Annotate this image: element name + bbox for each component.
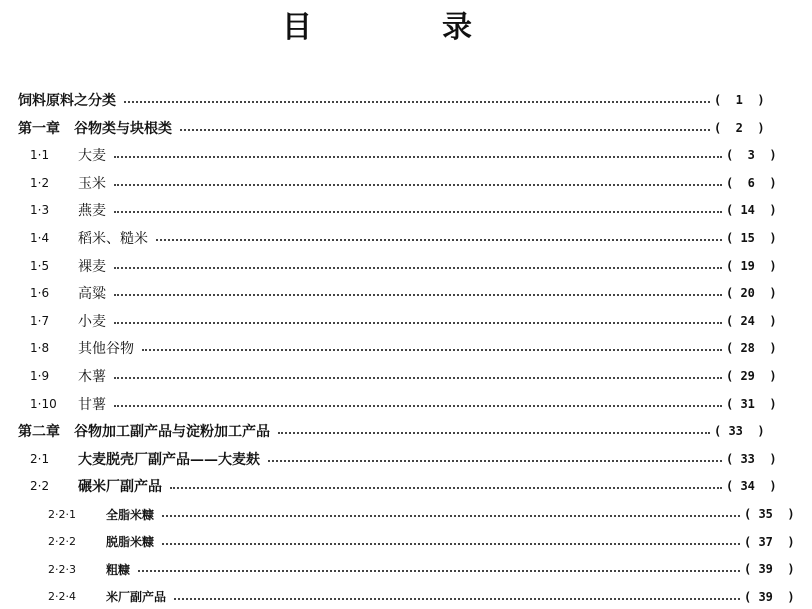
toc-entry xyxy=(0,143,794,167)
toc-entry-title: 木薯 xyxy=(78,369,106,385)
toc-entry-page: ( 28 ) xyxy=(726,341,777,356)
toc-entry xyxy=(0,585,812,609)
toc-entry-number: 1·9 xyxy=(30,369,50,383)
toc-entry-title: 谷物加工副产品与淀粉加工产品 xyxy=(74,424,270,441)
toc-entry xyxy=(0,474,794,498)
toc-entry-number: 2·2·1 xyxy=(48,507,76,521)
toc-entry xyxy=(0,116,782,140)
toc-entry-title: 谷物类与块根类 xyxy=(74,120,172,137)
dot-leader xyxy=(174,598,740,600)
toc-entry-page: ( 15 ) xyxy=(726,231,777,245)
toc-entry-page: ( 37 ) xyxy=(744,534,795,549)
toc-entry-page: ( 29 ) xyxy=(726,369,777,383)
dot-leader xyxy=(114,294,722,296)
toc-entry-number: 第一章 xyxy=(18,120,60,137)
toc-entry-page: ( 34 ) xyxy=(726,479,777,494)
toc-entry xyxy=(0,392,794,416)
toc-entry xyxy=(0,557,812,581)
toc-entry-title: 燕麦 xyxy=(78,203,106,220)
dot-leader xyxy=(268,460,722,462)
toc-entry-number: 2·2 xyxy=(30,479,50,494)
toc-entry xyxy=(0,336,794,360)
toc-entry-number: 2·2·4 xyxy=(48,590,76,604)
toc-entry-page: ( 19 ) xyxy=(726,258,777,273)
toc-entry xyxy=(0,198,794,222)
toc-entry-number: 2·1 xyxy=(30,451,50,466)
toc-entry xyxy=(0,502,812,526)
toc-entry xyxy=(0,171,794,195)
toc-entry xyxy=(0,309,794,333)
toc-entry-page: ( 35 ) xyxy=(744,507,795,521)
dot-leader xyxy=(114,322,722,324)
toc-entry-title: 碾米厂副产品 xyxy=(78,479,162,496)
dot-leader xyxy=(142,349,722,351)
toc-entry xyxy=(0,281,794,305)
toc-entry-title: 粗糠 xyxy=(106,562,131,577)
toc-entry-title: 稻米、糙米 xyxy=(78,231,148,247)
toc-entry-number: 1·6 xyxy=(30,286,50,301)
dot-leader xyxy=(278,432,710,434)
toc-entry-title: 玉米 xyxy=(78,175,106,192)
toc-entry-page: ( 14 ) xyxy=(726,203,777,218)
toc-entry xyxy=(0,447,794,471)
dot-leader xyxy=(114,211,722,213)
toc-entry-page: ( 3 ) xyxy=(726,148,777,163)
toc-entry-page: ( 33 ) xyxy=(714,424,765,439)
toc-entry-title: 大麦脱壳厂副产品——大麦麸 xyxy=(78,451,260,468)
dot-leader xyxy=(138,570,740,572)
toc-entry-page: ( 33 ) xyxy=(726,451,777,466)
toc-entry-title: 甘薯 xyxy=(78,396,106,413)
toc-entry-number: 1·10 xyxy=(30,396,57,411)
toc-entry-number: 1·5 xyxy=(30,258,50,273)
toc-entry xyxy=(0,530,812,554)
dot-leader xyxy=(170,487,722,489)
dot-leader xyxy=(162,515,740,517)
toc-entry-title: 全脂米糠 xyxy=(106,507,155,522)
toc-entry-page: ( 1 ) xyxy=(714,93,765,107)
toc-entry xyxy=(0,88,782,112)
toc-entry-title: 饲料原料之分类 xyxy=(18,93,116,109)
toc-entry-number: 第二章 xyxy=(18,424,60,441)
toc-entry-page: ( 39 ) xyxy=(744,562,795,577)
dot-leader xyxy=(162,543,740,545)
toc-entry xyxy=(0,254,794,278)
toc-entry-number: 1·3 xyxy=(30,203,50,218)
toc-entry xyxy=(0,364,794,388)
toc-entry-title: 其他谷物 xyxy=(78,341,134,358)
toc-entry-page: ( 2 ) xyxy=(714,120,765,135)
toc-entry-page: ( 31 ) xyxy=(726,396,777,411)
dot-leader xyxy=(114,405,722,407)
toc-entry-number: 1·2 xyxy=(30,175,50,190)
dot-leader xyxy=(114,184,722,186)
dot-leader xyxy=(156,239,722,241)
toc-entry-page: ( 20 ) xyxy=(726,286,777,301)
toc-entry-title: 米厂副产品 xyxy=(106,590,167,605)
toc-entry-title: 脱脂米糠 xyxy=(106,535,155,550)
toc-entry-number: 2·2·2 xyxy=(48,535,76,549)
toc-entry-title: 小麦 xyxy=(78,313,106,330)
toc-entry-number: 1·8 xyxy=(30,341,50,356)
toc-entry-number: 1·7 xyxy=(30,313,50,328)
dot-leader xyxy=(124,101,710,103)
toc-entry xyxy=(0,226,794,250)
page-title: 目 录 xyxy=(282,10,522,45)
toc-entry-page: ( 24 ) xyxy=(726,313,777,328)
toc-entry-title: 大麦 xyxy=(78,148,106,165)
toc-entry-page: ( 39 ) xyxy=(744,589,795,604)
toc-entry-title: 高粱 xyxy=(78,286,106,303)
toc-entry-number: 1·4 xyxy=(30,231,50,245)
dot-leader xyxy=(114,377,722,379)
dot-leader xyxy=(114,267,722,269)
dot-leader xyxy=(114,156,722,158)
toc-entry-number: 1·1 xyxy=(30,148,50,163)
dot-leader xyxy=(180,129,710,131)
toc-entry-page: ( 6 ) xyxy=(726,175,777,190)
toc-entry xyxy=(0,419,782,443)
toc-entry-title: 裸麦 xyxy=(78,258,106,275)
toc-entry-number: 2·2·3 xyxy=(48,562,76,576)
